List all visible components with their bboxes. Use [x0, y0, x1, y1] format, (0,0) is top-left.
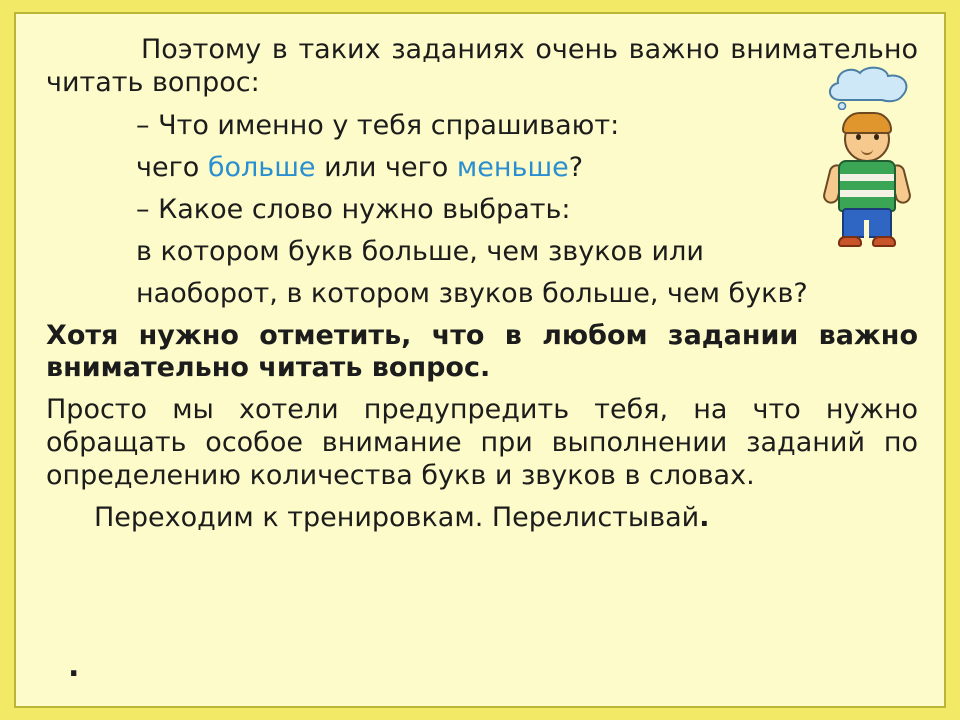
boy-shirt-stripe [840, 190, 894, 197]
bullet-1-line-2 [136, 152, 918, 185]
closing-dot: . [699, 502, 710, 534]
bullet-item-1 [136, 110, 918, 185]
bullet-1-highlight-menshe: меньше [456, 151, 569, 183]
bullet-1-highlight-bolshe: больше [207, 151, 316, 183]
bullet-2-line-3: наоборот, в котором звуков больше, чем букв? [136, 277, 808, 309]
bullet-1-text: Что именно у тебя спрашивают: [158, 109, 620, 141]
left-dot-mark: . [68, 649, 80, 684]
bullet-1-seg-2: или чего [315, 151, 457, 183]
bullet-item-2 [136, 194, 918, 311]
bullet-1-seg-3: ? [568, 151, 584, 183]
bullet-1-line-1 [136, 110, 918, 143]
closing-text: Переходим к тренировкам. Перелистывай [94, 502, 700, 534]
bullet-2-text: Какое слово нужно выбрать: [158, 193, 571, 225]
boy-shoe-left [838, 236, 862, 247]
boy-shirt-stripe [840, 174, 894, 181]
boy-hair [842, 112, 892, 134]
bullet-2-line-1 [136, 194, 918, 227]
boy-leg-gap [864, 220, 869, 240]
slide-content [46, 34, 918, 544]
boy-thinking-illustration [816, 64, 926, 254]
bullet-2-dash: – [136, 193, 150, 225]
bullet-2-line-2: в котором букв больше, чем звуков или [136, 235, 704, 267]
paragraph-intro: Поэтому в таких заданиях очень важно внимательно читать вопрос: [46, 34, 918, 98]
boy-shirt [838, 160, 896, 212]
boy-eye-right [874, 134, 879, 140]
paragraph-emphasis: Хотя нужно отметить, что в любом задании важно внимательно читать вопрос. [46, 319, 918, 383]
boy-shoe-right [872, 236, 896, 247]
boy-eye-left [856, 134, 861, 140]
slide-panel [14, 12, 946, 708]
paragraph-closing [94, 502, 918, 535]
thought-cloud-icon [824, 64, 916, 110]
paragraph-body: Просто мы хотели предупредить тебя, на что нужно обращать особое внимание при выполнении заданий по определению количества букв и звуков в словах. [46, 394, 918, 492]
bullet-1-seg-1: чего [136, 151, 208, 183]
bullet-1-dash: – [136, 109, 150, 141]
